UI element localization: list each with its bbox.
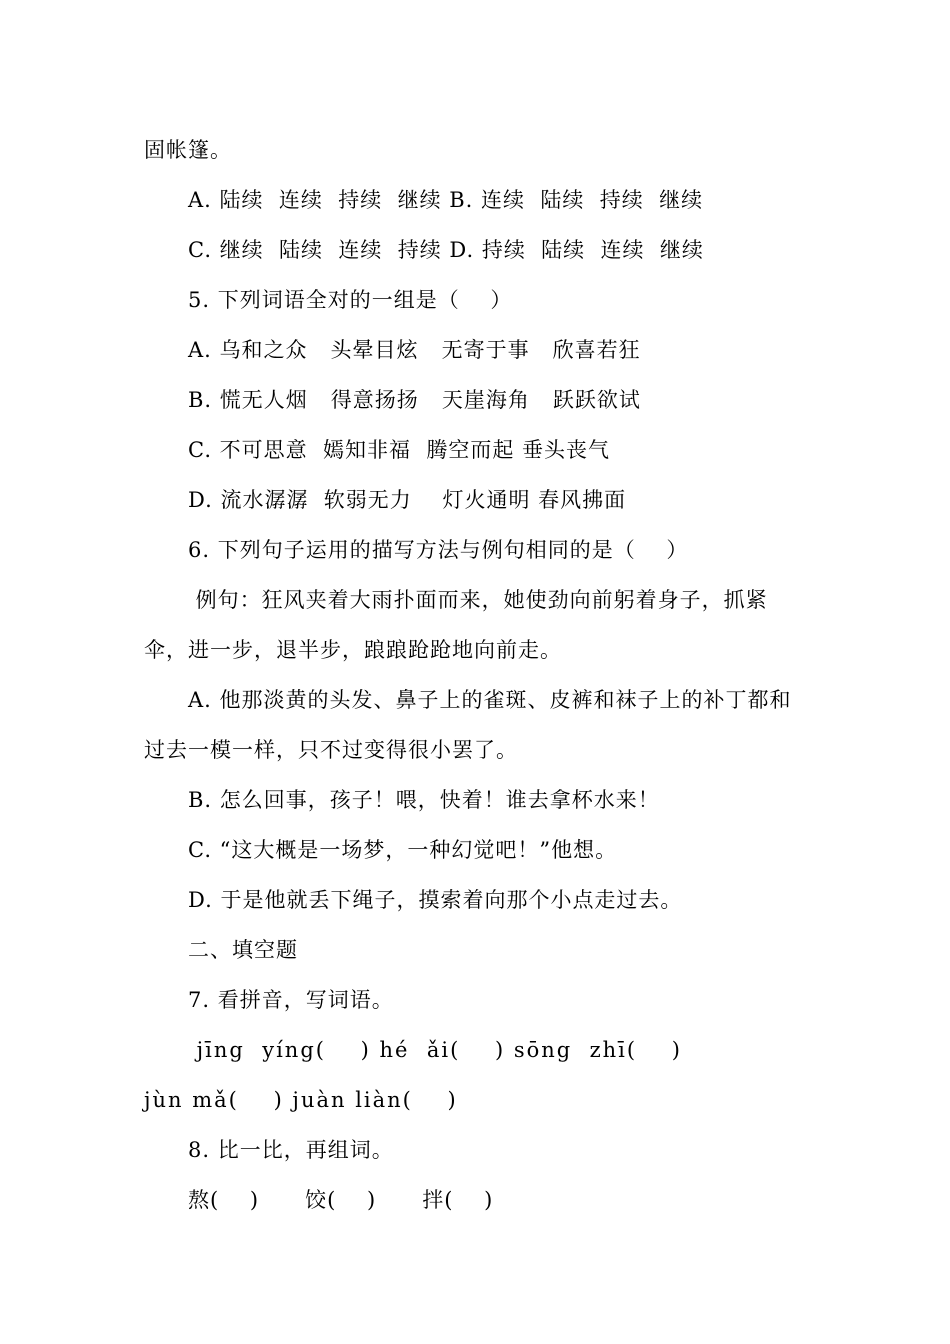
question-5: 5. 下列词语全对的一组是（ ） [188,288,513,312]
pinyin-line: jīng yíng( ) hé ǎi( ) sōng zhī( ) [188,1038,682,1062]
question-6: 6. 下列句子运用的描写方法与例句相同的是（ ） [188,538,689,562]
option-b: B. 怎么回事，孩子！喂，快着！谁去拿杯水来！ [188,788,660,812]
option-a: A. 乌和之众 头晕目炫 无寄于事 欣喜若狂 [188,338,641,362]
option-c: C. “这大概是一场梦，一种幻觉吧！”他想。 [188,838,618,862]
option-d: D. 流水潺潺 软弱无力 灯火通明 春风拂面 [188,488,627,512]
option-b: B. 慌无人烟 得意扬扬 天崖海角 跃跃欲试 [188,388,641,412]
option-c: C. 不可思意 嫣知非福 腾空而起 垂头丧气 [188,438,611,462]
option-d: D. 于是他就丢下绳子，摸索着向那个小点走过去。 [188,888,683,912]
text-line: 固帐篷。 [144,138,232,162]
example-sentence-cont: 伞，进一步，退半步，踉踉跄跄地向前走。 [144,638,562,662]
compare-words-line: 熬( ) 饺( ) 拌( ) [188,1188,494,1212]
section-heading: 二、填空题 [188,938,298,962]
option-line: A. 陆续 连续 持续 继续 B. 连续 陆续 持续 继续 [188,188,704,212]
option-a: A. 他那淡黄的头发、鼻子上的雀斑、皮裤和袜子上的补丁都和 [188,688,792,712]
pinyin-line: jùn mǎ( ) juàn liàn( ) [144,1088,458,1112]
option-a-cont: 过去一模一样，只不过变得很小罢了。 [144,738,518,762]
question-7: 7. 看拼音，写词语。 [188,988,394,1012]
option-line: C. 继续 陆续 连续 持续 D. 持续 陆续 连续 继续 [188,238,704,262]
question-8: 8. 比一比，再组词。 [188,1138,394,1162]
example-sentence: 例句：狂风夹着大雨扑面而来，她使劲向前躬着身子，抓紧 [188,588,768,612]
